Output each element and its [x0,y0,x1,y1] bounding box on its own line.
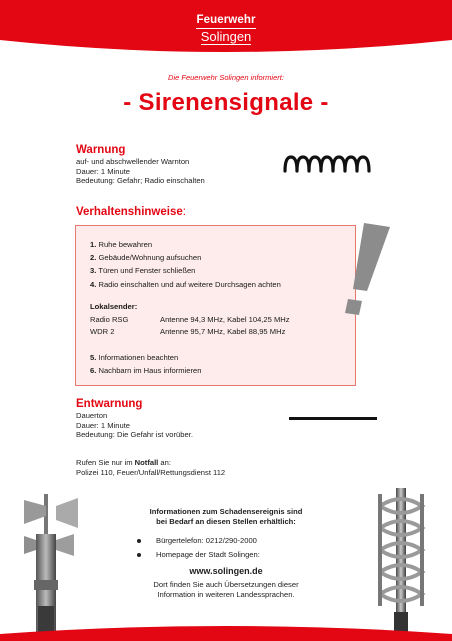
step-num: 6. [90,366,97,376]
continuous-tone-line [289,417,377,420]
sender-label: Lokalsender: [90,302,138,311]
translation-note-line-2: Information in weiteren Landessprachen. [157,589,295,599]
page-title: - Sirenensignale - [123,89,329,116]
verhalten-heading-text: Verhaltenshinweise [76,206,183,218]
info-title-line-1: Informationen zum Schadensereignis sind [149,507,303,516]
step-item [90,351,201,364]
sender-freq: Antenne 94,3 MHz, Kabel 104,25 MHz [160,315,290,324]
emergency-numbers: Polizei 110, Feuer/Unfall/Rettungsdienst 112 [76,467,226,477]
step-text: Informationen beachten [98,353,179,362]
info-title [120,507,332,526]
entwarnung-line-3: Bedeutung: Die Gefahr ist vorüber. [76,430,193,440]
warnung-line-3: Bedeutung: Gefahr; Radio einschalten [76,176,205,186]
emergency-line-1 [76,458,225,468]
exclamation-icon [336,221,396,321]
step-item [90,278,281,291]
hint-box [75,225,356,386]
info-title-line-2: bei Bedarf an diesen Stellen erhältlich: [156,516,296,526]
step-item [90,364,201,377]
entwarnung-line-2: Dauer: 1 Minute [76,420,131,430]
step-item [90,264,281,277]
header-banner [0,0,452,60]
step-text: Ruhe bewahren [98,240,153,249]
verhalten-heading-colon: : [182,206,186,218]
step-num: 1. [90,240,97,249]
steps-list-2 [90,351,201,377]
siren-right-image [370,488,432,638]
siren-left-image [22,494,80,632]
step-num: 2. [90,253,97,263]
entwarnung-text [76,411,193,440]
step-item [90,251,281,264]
subtitle: Die Feuerwehr Solingen informiert: [168,73,284,82]
sender-name: Radio RSG [90,315,129,324]
sender-freq: Antenne 95,7 MHz, Kabel 88,95 MHz [160,327,286,336]
steps-list [90,238,281,291]
siren-wave-icon [283,153,375,175]
info-item-phone: Bürgertelefon: 0212/290-2000 [120,534,332,548]
sender-name: WDR 2 [90,327,115,336]
emergency-suffix: an: [158,458,171,467]
entwarnung-heading: Entwarnung [76,398,143,410]
translation-note [120,580,332,599]
step-num: 5. [90,353,97,362]
verhalten-heading [76,206,186,218]
footer-red-wave [0,624,452,641]
step-num: 3. [90,266,97,276]
info-item-homepage: Homepage der Stadt Solingen: [120,548,332,562]
step-item [90,238,281,251]
step-text: Radio einschalten und auf weitere Durchsagen achten [98,279,281,289]
warnung-heading: Warnung [76,144,126,156]
info-list [120,534,332,562]
sender-row [90,315,290,324]
sender-row [90,327,286,336]
emergency-prefix: Rufen Sie nur im [76,458,135,467]
emergency-call-text [76,458,225,477]
warnung-line-2: Dauer: 1 Minute [76,166,131,176]
info-block [120,507,332,599]
step-text: Türen und Fenster schließen [98,266,196,276]
logo-line2: Solingen [200,28,252,44]
logo-line1: Feuerwehr [196,15,255,29]
entwarnung-line-1: Dauerton [76,411,108,420]
step-num: 4. [90,279,97,289]
warnung-text [76,157,205,186]
homepage-link[interactable]: www.solingen.de [189,566,263,577]
emergency-bold: Notfall [134,458,159,467]
translation-note-line-1: Dort finden Sie auch Übersetzungen dieser [153,580,299,590]
step-text: Nachbarn im Haus informieren [98,366,202,376]
feuerwehr-logo [186,11,266,45]
warnung-line-1: auf- und abschwellender Warnton [76,157,190,166]
step-text: Gebäude/Wohnung aufsuchen [98,253,202,263]
